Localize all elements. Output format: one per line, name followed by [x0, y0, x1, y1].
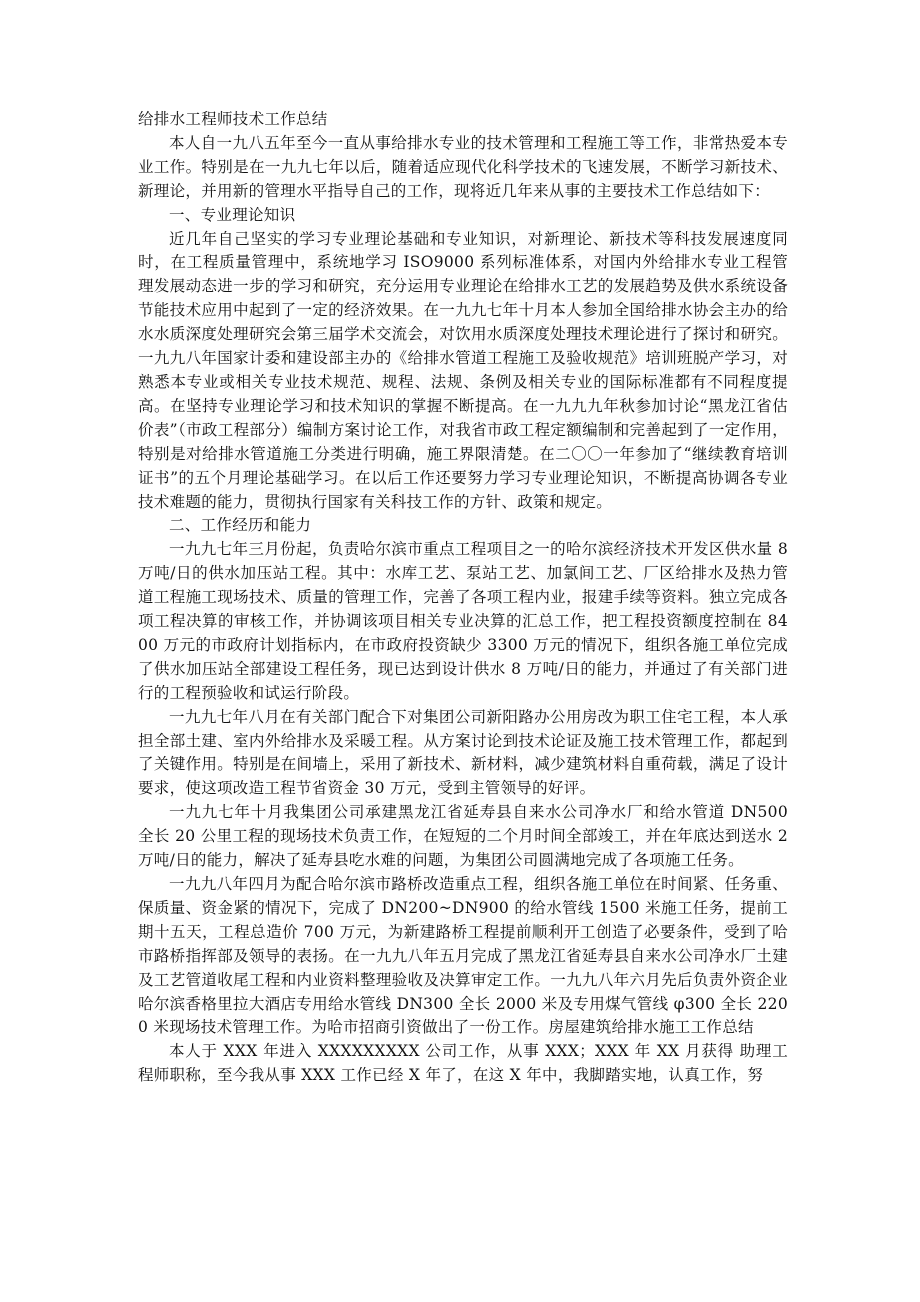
paragraph-experience-1997-august: 一九九七年八月在有关部门配合下对集团公司新阳路办公用房改为职工住宅工程，本人承担全部土建、室内外给排水及采暖工程。从方案讨论到技术论证及施工技术管理工作，都起到了关键作用。特别是在间墙上，采用了新技术、新材料，减少建筑材料自重荷载，满足了设计要求，使这项改造工程节省资金 30 万元，受到主管领导的好评。 [138, 707, 788, 798]
section-heading-experience: 二、工作经历和能力 [169, 516, 312, 535]
document-title: 给排水工程师技术工作总结 [138, 110, 328, 128]
paragraph-experience-1997-october: 一九九七年十月我集团公司承建黑龙江省延寿县自来水公司净水厂和给水管道 DN500 全长 20 公里工程的现场技术负责工作，在短短的二个月时间全部竣工，并在年底达到送水 2 万吨/日的能力，解决了延寿县吃水难的问题，为集团公司圆满地完成了各项施工任务。 [138, 803, 788, 870]
paragraph-intro: 本人自一九八五年至今一直从事给排水专业的技术管理和工程施工等工作，非常热爱本专业工作。特别是在一九九七年以后，随着适应现代化科学技术的飞速发展，不断学习新技术、新理论，并用新的管理水平指导自己的工作，现将近几年来从事的主要技术工作总结如下： [138, 133, 788, 200]
paragraph-closing: 本人于 XXX 年进入 XXXXXXXXX 公司工作，从事 XXX；XXX 年 XX 月获得 助理工程师职称，至今我从事 XXX 工作已经 X 年了，在这 X 年中，我脚踏实地，认真工作，努 [138, 1042, 788, 1085]
paragraph-experience-1998-april: 一九九八年四月为配合哈尔滨市路桥改造重点工程，组织各施工单位在时间紧、任务重、保质量、资金紧的情况下，完成了 DN200~DN900 的给水管线 1500 米施工任务，提前工期十五天，工程总造价 700 万元，为新建路桥工程提前顺利开工创造了必要条件，受到了哈市路桥指挥部及领导的表扬。在一九九八年五月完成了黑龙江省延寿县自来水公司净水厂土建及工艺管道收尾工程和内业资料整理验收及决算审定工作。一九九八年六月先后负责外资企业哈尔滨香格里拉大酒店专用给水管线 DN300 全长 2000 米及专用煤气管线 φ300 全长 2200 米现场技术管理工作。为哈市招商引资做出了一份工作。房屋建筑给排水施工工作总结 [138, 875, 788, 1037]
document-body [138, 108, 788, 1088]
paragraph-experience-1997-march: 一九九七年三月份起，负责哈尔滨市重点工程项目之一的哈尔滨经济技术开发区供水量 8 万吨/日的供水加压站工程。其中：水库工艺、泵站工艺、加氯间工艺、厂区给排水及热力管道工程施工现场技术、质量的管理工作，完善了各项工程内业，报建手续等资料。独立完成各项工程决算的审核工作，并协调该项目相关专业决算的汇总工作，把工程投资额度控制在 8400 万元的市政府计划指标内，在市政府投资缺少 3300 万元的情况下，组织各施工单位完成了供水加压站全部建设工程任务，现已达到设计供水 8 万吨/日的能力，并通过了有关部门进行的工程预验收和试运行阶段。 [138, 540, 788, 702]
paragraph-theory: 近几年自己坚实的学习专业理论基础和专业知识，对新理论、新技术等科技发展速度同时，在工程质量管理中，系统地学习 ISO9000 系列标准体系，对国内外给排水专业工程管理发展动态进一步的学习和研究，充分运用专业理论在给排水工艺的发展趋势及供水系统设备节能技术应用中起到了一定的经济效果。在一九九七年十月本人参加全国给排水协会主办的给水水质深度处理研究会第三届学术交流会，对饮用水质深度处理技术理论进行了探讨和研究。一九九八年国家计委和建设部主办的《给排水管道工程施工及验收规范》培训班脱产学习，对熟悉本专业或相关专业技术规范、规程、法规、条例及相关专业的国际标准都有不同程度提高。在坚持专业理论学习和技术知识的掌握不断提高。在一九九九年秋参加讨论“黑龙江省估价表”（市政工程部分）编制方案讨论工作，对我省市政工程定额编制和完善起到了一定作用，特别是对给排水管道施工分类进行明确，施工界限清楚。在二〇〇一年参加了“继续教育培训证书”的五个月理论基础学习。在以后工作还要努力学习专业理论知识，不断提高协调各专业技术难题的能力，贯彻执行国家有关科技工作的方针、政策和规定。 [138, 229, 788, 511]
section-heading-theory: 一、专业理论知识 [169, 205, 296, 224]
